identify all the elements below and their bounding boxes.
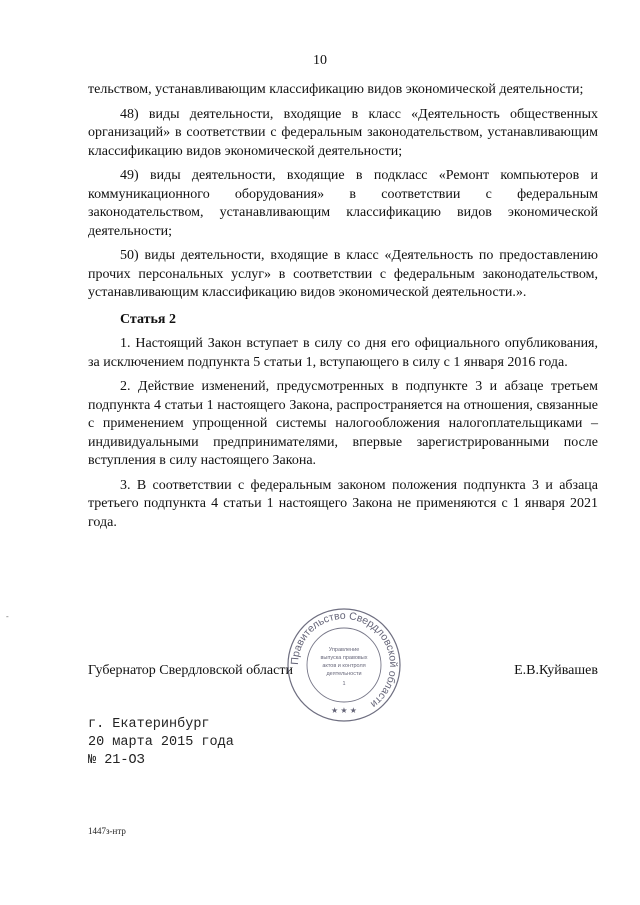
svg-text:1: 1 — [342, 681, 346, 687]
svg-text:актов и контроля: актов и контроля — [322, 663, 366, 669]
paragraph-item-50: 50) виды деятельности, входящие в класс «Деятельность по предоставлению прочих персональных услуг» в соответствии с федеральным законодательством, устанавливающим классификацию видов экономической деятельности.». — [88, 248, 598, 300]
document-body — [88, 81, 598, 538]
svg-text:★ ★ ★: ★ ★ ★ — [331, 706, 357, 715]
margin-mark: - — [6, 612, 9, 621]
article-heading: Статья 2 — [120, 311, 176, 327]
svg-text:Управление: Управление — [328, 647, 360, 653]
page-number: 10 — [313, 53, 327, 68]
paragraph-continuation: тельством, устанавливающим классификацию видов экономической деятельности; — [88, 82, 584, 97]
signatory-name: Е.В.Куйвашев — [514, 663, 598, 678]
paragraph-article2-1: 1. Настоящий Закон вступает в силу со дня его официального опубликования, за исключением подпункта 5 статьи 1, вступающего в силу с 1 января 2016 года. — [88, 336, 598, 370]
paragraph-item-49: 49) виды деятельности, входящие в подкласс «Ремонт компьютеров и коммуникационного оборудования» в соответствии с федеральным законодательством, устанавливающим классификацию видов экономической деятельности; — [88, 168, 598, 239]
law-number: № 21-ОЗ — [88, 753, 145, 768]
signing-date: 20 марта 2015 года — [88, 735, 234, 750]
document-code: 1447з-нтр — [88, 826, 126, 836]
paragraph-article2-3: 3. В соответствии с федеральным законом положения подпункта 3 и абзаца третьего подпункта 4 статьи 1 настоящего Закона не применяются с 1 января 2021 года. — [88, 477, 598, 530]
svg-text:выпуска правовых: выпуска правовых — [320, 655, 368, 661]
signing-city: г. Екатеринбург — [88, 717, 210, 732]
signatory-title: Губернатор Свердловской области — [88, 663, 293, 678]
paragraph-article2-2: 2. Действие изменений, предусмотренных в подпункте 3 и абзаце третьем подпункта 4 статьи 1 настоящего Закона, распространяется на отношения, связанные с применением упрощенной системы налогообложения налогоплательщиками – индивидуальными предпринимателями, впервые зарегистрированными после вступления в силу настоящего Закона. — [88, 379, 598, 468]
svg-text:деятельности: деятельности — [326, 671, 362, 677]
place-date-number — [88, 716, 234, 770]
official-seal — [284, 605, 404, 725]
paragraph-item-48: 48) виды деятельности, входящие в класс «Деятельность общественных организаций» в соответствии с федеральным законодательством, устанавливающим классификацию видов экономической деятельности; — [88, 106, 598, 159]
svg-text:Правительство Свердловской обл: Правительство Свердловской области — [288, 609, 400, 711]
